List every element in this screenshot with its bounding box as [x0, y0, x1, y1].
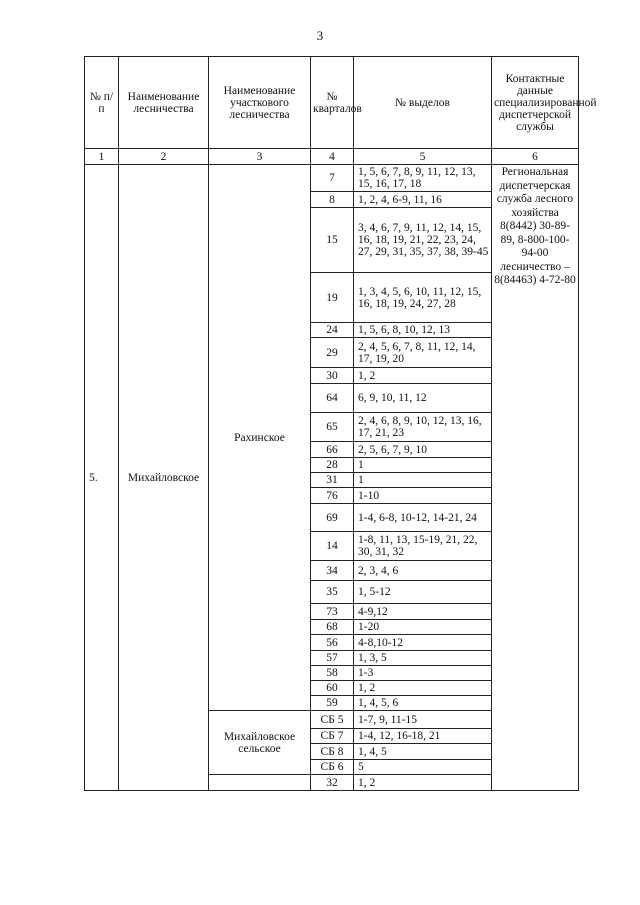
kvartal-cell: 59	[311, 696, 354, 711]
vydel-cell: 3, 4, 6, 7, 9, 11, 12, 14, 15, 16, 18, 19, 21, 22, 23, 24, 27, 29, 31, 35, 37, 38, 39-45	[354, 208, 492, 273]
kvartal-cell: 64	[311, 384, 354, 413]
vydel-cell: 5	[354, 760, 492, 775]
vydel-cell: 1-8, 11, 13, 15-19, 21, 22, 30, 31, 32	[354, 532, 492, 561]
vydel-cell: 1, 2	[354, 775, 492, 791]
district-name: Рахинское	[209, 165, 311, 711]
vydel-cell: 2, 5, 6, 7, 9, 10	[354, 442, 492, 458]
vydel-cell: 1, 5, 6, 7, 8, 9, 11, 12, 13, 15, 16, 17, 18	[354, 165, 492, 192]
kvartal-cell: 8	[311, 192, 354, 208]
district-name: Михайловское сельское	[209, 711, 311, 775]
vydel-cell: 1	[354, 473, 492, 488]
kvartal-cell: 28	[311, 458, 354, 473]
kvartal-cell: 19	[311, 273, 354, 323]
table-row	[85, 165, 579, 192]
kvartal-cell: 35	[311, 581, 354, 604]
kvartal-cell: 76	[311, 488, 354, 504]
header-vydel: № выделов	[354, 57, 492, 149]
col-number: 5	[354, 149, 492, 165]
kvartal-cell: 34	[311, 561, 354, 581]
kvartal-cell: 65	[311, 413, 354, 442]
vydel-cell: 2, 4, 6, 8, 9, 10, 12, 13, 16, 17, 21, 23	[354, 413, 492, 442]
vydel-cell: 1, 2, 4, 6-9, 11, 16	[354, 192, 492, 208]
vydel-cell: 2, 3, 4, 6	[354, 561, 492, 581]
vydel-cell: 1-10	[354, 488, 492, 504]
header-row	[85, 57, 579, 149]
kvartal-cell: 60	[311, 681, 354, 696]
row-number: 5.	[85, 165, 119, 791]
col-number: 4	[311, 149, 354, 165]
kvartal-cell: СБ 7	[311, 729, 354, 744]
vydel-cell: 4-8,10-12	[354, 635, 492, 651]
kvartal-cell: СБ 8	[311, 744, 354, 760]
kvartal-cell: 68	[311, 620, 354, 635]
kvartal-cell: 15	[311, 208, 354, 273]
vydel-cell: 1-4, 6-8, 10-12, 14-21, 24	[354, 504, 492, 532]
header-kvartal: № кварталов	[311, 57, 354, 149]
kvartal-cell: 30	[311, 368, 354, 384]
page-number: 3	[316, 28, 324, 43]
vydel-cell: 1, 4, 5	[354, 744, 492, 760]
header-district: Наименование участкового лесничества	[209, 57, 311, 149]
kvartal-cell: 31	[311, 473, 354, 488]
kvartal-cell: 14	[311, 532, 354, 561]
col-number: 1	[85, 149, 119, 165]
kvartal-cell: 7	[311, 165, 354, 192]
vydel-cell: 1, 2	[354, 368, 492, 384]
vydel-cell: 2, 4, 5, 6, 7, 8, 11, 12, 14, 17, 19, 20	[354, 338, 492, 368]
col-number: 6	[492, 149, 579, 165]
col-number: 3	[209, 149, 311, 165]
kvartal-cell: 24	[311, 323, 354, 338]
header-num: № п/п	[85, 57, 119, 149]
contact-info: Региональная диспетчерская служба лесного хозяйства 8(8442) 30-89-89, 8-800-100-94-00 лесничество – 8(84463) 4-72-80	[492, 165, 579, 791]
vydel-cell: 1-4, 12, 16-18, 21	[354, 729, 492, 744]
forestry-name: Михайловское	[119, 165, 209, 791]
vydel-cell: 1, 3, 5	[354, 651, 492, 666]
vydel-cell: 1-3	[354, 666, 492, 681]
kvartal-cell: 57	[311, 651, 354, 666]
col-number: 2	[119, 149, 209, 165]
vydel-cell: 1, 5, 6, 8, 10, 12, 13	[354, 323, 492, 338]
forest-table	[84, 56, 597, 791]
vydel-cell: 1-20	[354, 620, 492, 635]
vydel-cell: 4-9,12	[354, 604, 492, 620]
kvartal-cell: 66	[311, 442, 354, 458]
kvartal-cell: 29	[311, 338, 354, 368]
kvartal-cell: 56	[311, 635, 354, 651]
kvartal-cell: 73	[311, 604, 354, 620]
vydel-cell: 1, 3, 4, 5, 6, 10, 11, 12, 15, 16, 18, 19, 24, 27, 28	[354, 273, 492, 323]
vydel-cell: 1, 2	[354, 681, 492, 696]
header-contact: Контактные данные специализированной диспетчерской службы	[492, 57, 579, 149]
header-forestry: Наименование лесничества	[119, 57, 209, 149]
kvartal-cell: 58	[311, 666, 354, 681]
district-empty	[209, 775, 311, 791]
vydel-cell: 6, 9, 10, 11, 12	[354, 384, 492, 413]
vydel-cell: 1-7, 9, 11-15	[354, 711, 492, 729]
kvartal-cell: СБ 5	[311, 711, 354, 729]
kvartal-cell: СБ 6	[311, 760, 354, 775]
vydel-cell: 1	[354, 458, 492, 473]
column-number-row	[85, 149, 579, 165]
kvartal-cell: 32	[311, 775, 354, 791]
vydel-cell: 1, 4, 5, 6	[354, 696, 492, 711]
kvartal-cell: 69	[311, 504, 354, 532]
vydel-cell: 1, 5-12	[354, 581, 492, 604]
